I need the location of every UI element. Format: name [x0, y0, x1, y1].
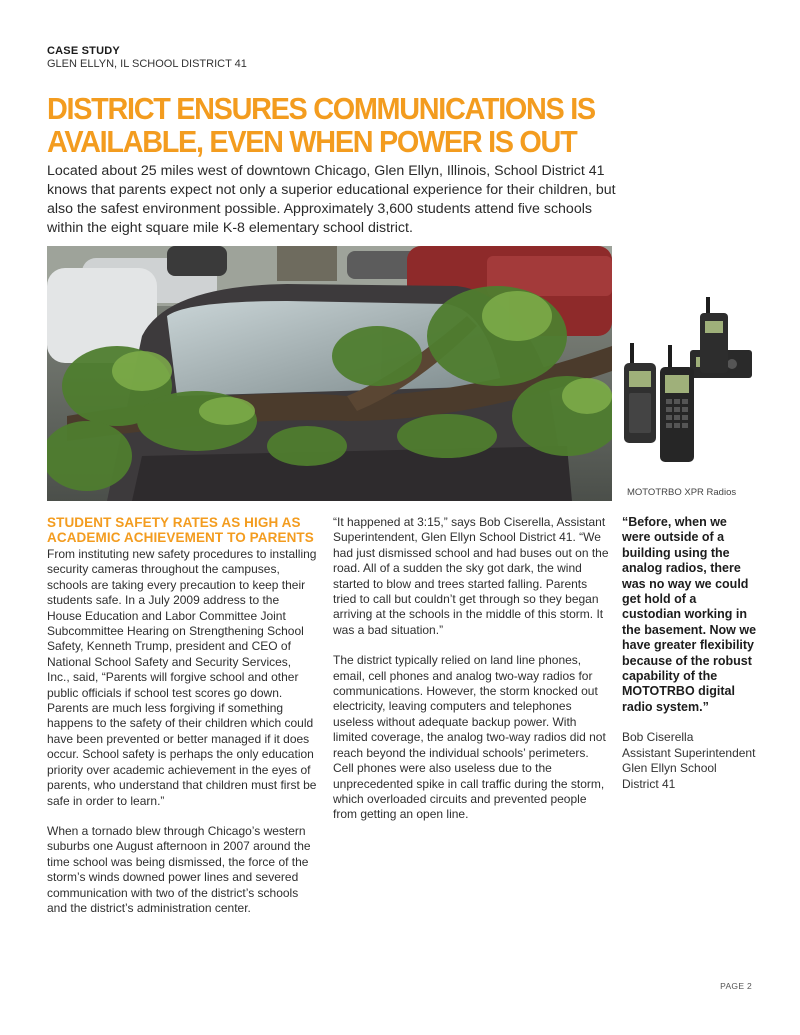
mototrbo-radios-image	[620, 295, 755, 475]
case-study-subtitle: GLEN ELLYN, IL SCHOOL DISTRICT 41	[47, 58, 247, 70]
case-study-header	[47, 45, 247, 71]
intro-paragraph: Located about 25 miles west of downtown Chicago, Glen Ellyn, Illinois, School District 41 knows that parents expect not only a superior educational experience for their children, but also the safest environment possible. Approximately 3,600 students attend five schools within the eight square mile K-8 elementary school district.	[47, 163, 616, 236]
storm-damage-photo	[47, 246, 612, 501]
quote-attribution	[622, 730, 757, 792]
page-title	[47, 92, 624, 158]
case-study-label: CASE STUDY	[47, 45, 120, 57]
column2-paragraph-2: The district typically relied on land line phones, email, cell phones and analog two-way radios for communications. However, the storm knocked out electricity, leaving computers and telephones useless without adequate backup power. With limited coverage, the analog two-way radios did not reach beyond the individual schools’ perimeters. Cell phones were also useless due to the unprecedented spike in call traffic during the storm, which overloaded circuits and prevented people from getting an open line.	[333, 653, 606, 822]
article-column-1	[47, 515, 317, 931]
column1-paragraph-1: From instituting new safety procedures to installing security cameras throughout the campuses, schools are taking every precaution to keep their students safe. In a July 2009 address to the House Education and Labor Committee Joint Subcommittee Hearing on Strengthening School Safety, Kenneth Trump, president and CEO of National School Safety and Security Services, Inc., said, “Parents will forgive school and other public officials if school test scores go down. Parents are much less forgiving if something happens to the safety of their children which could have been prevented or better managed if it does occur. School safety is perhaps the only education priority over academic achievement in the eyes of parents, who understand that children must first be safe in order to learn.”	[47, 547, 317, 808]
page-number: PAGE 2	[720, 981, 752, 991]
section-subhead: STUDENT SAFETY RATES AS HIGH AS ACADEMIC ACHIEVEMENT TO PARENTS	[47, 515, 314, 545]
radios-caption: MOTOTRBO XPR Radios	[627, 487, 737, 498]
title-line-2: AVAILABLE, EVEN WHEN POWER IS OUT	[47, 124, 577, 159]
radio-illustration	[620, 295, 755, 475]
article-column-2	[333, 515, 609, 838]
pull-quote: “Before, when we were outside of a building using the analog radios, there was no way we could get hold of a custodian working in the basement. Now we have greater flexibility because of the robust capability of the MOTOTRBO digital radio system.”	[622, 515, 757, 714]
column2-paragraph-1: “It happened at 3:15,” says Bob Ciserella, Assistant Superintendent, Glen Ellyn School District 41. “We had just dismissed school and had buses out on the road. All of a sudden the sky got dark, the wind started to blow and trees started falling. Parents tried to call but couldn’t get through so they began arriving at the schools in the middle of this storm. It was a bad situation.”	[333, 515, 609, 637]
pull-quote-column	[622, 515, 757, 792]
title-line-1: DISTRICT ENSURES COMMUNICATIONS IS	[47, 91, 595, 126]
attribution-org-line-1: Glen Ellyn School	[622, 761, 717, 776]
attribution-org-line-2: District 41	[622, 776, 676, 791]
column1-paragraph-2: When a tornado blew through Chicago’s western suburbs one August afternoon in 2007 around the time school was being dismissed, the force of the storm’s winds downed power lines and severed communication with two of the district’s schools and the district’s administration center.	[47, 823, 311, 915]
attribution-title: Assistant Superintendent	[622, 745, 756, 760]
storm-damage-illustration	[47, 246, 612, 501]
attribution-name: Bob Ciserella	[622, 730, 694, 745]
